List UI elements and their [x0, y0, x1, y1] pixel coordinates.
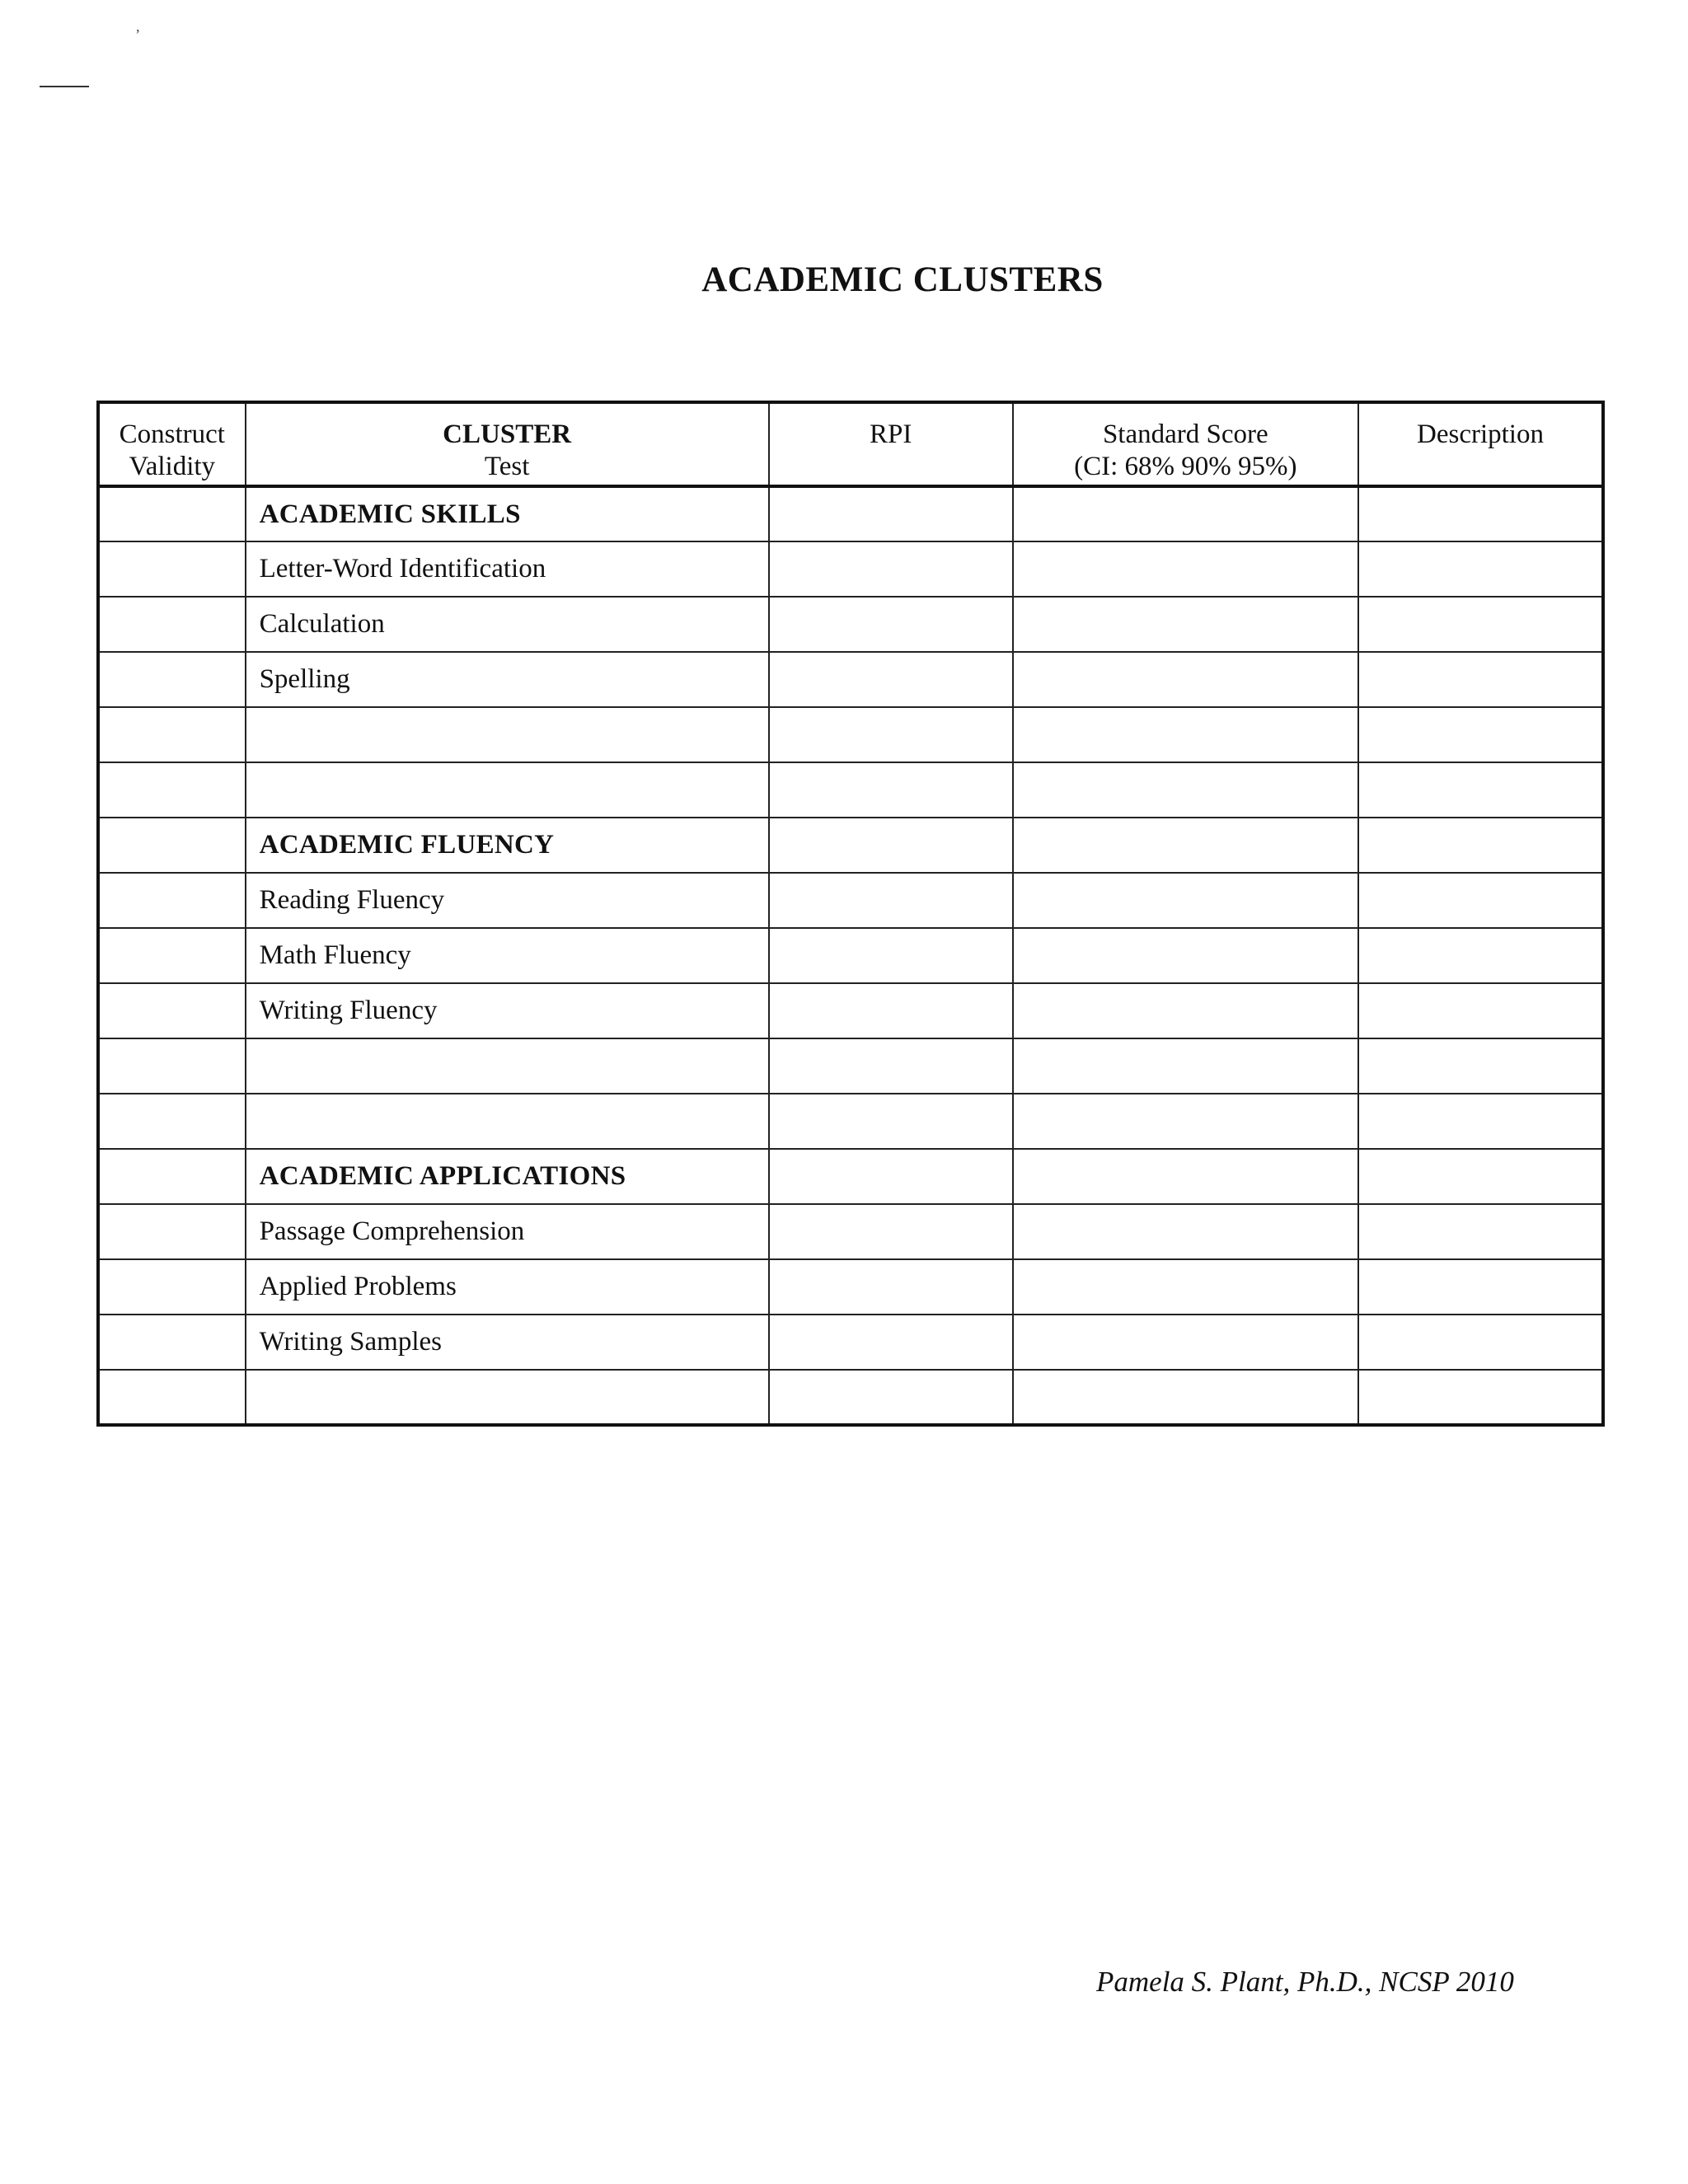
header-description-label: Description — [1417, 419, 1544, 449]
header-cluster-line1: CLUSTER — [443, 419, 572, 449]
construct-validity-cell[interactable] — [98, 1094, 246, 1149]
description-cell[interactable] — [1358, 1370, 1603, 1425]
cluster-test-cell: Calculation — [246, 597, 769, 652]
table-row — [98, 983, 1603, 1038]
description-cell[interactable] — [1358, 1149, 1603, 1204]
cluster-test-cell: Letter-Word Identification — [246, 541, 769, 597]
standard-score-cell[interactable] — [1013, 928, 1358, 983]
standard-score-cell[interactable] — [1013, 983, 1358, 1038]
description-cell[interactable] — [1358, 1315, 1603, 1370]
rpi-cell[interactable] — [769, 1315, 1013, 1370]
rpi-cell[interactable] — [769, 928, 1013, 983]
construct-validity-cell[interactable] — [98, 983, 246, 1038]
header-cluster-test — [246, 402, 769, 486]
construct-validity-cell[interactable] — [98, 486, 246, 541]
description-cell[interactable] — [1358, 983, 1603, 1038]
description-cell[interactable] — [1358, 1038, 1603, 1094]
description-cell[interactable] — [1358, 818, 1603, 873]
table-row — [98, 1315, 1603, 1370]
header-rpi — [769, 402, 1013, 486]
standard-score-cell[interactable] — [1013, 707, 1358, 762]
construct-validity-cell[interactable] — [98, 818, 246, 873]
description-cell[interactable] — [1358, 1094, 1603, 1149]
standard-score-cell[interactable] — [1013, 1038, 1358, 1094]
rpi-cell[interactable] — [769, 1149, 1013, 1204]
description-cell[interactable] — [1358, 1259, 1603, 1315]
description-cell[interactable] — [1358, 873, 1603, 928]
standard-score-cell[interactable] — [1013, 1259, 1358, 1315]
construct-validity-cell[interactable] — [98, 1149, 246, 1204]
construct-validity-cell[interactable] — [98, 597, 246, 652]
rpi-cell[interactable] — [769, 818, 1013, 873]
construct-validity-cell[interactable] — [98, 1370, 246, 1425]
scan-speck: , — [136, 18, 140, 35]
cluster-test-cell — [246, 762, 769, 818]
construct-validity-cell[interactable] — [98, 873, 246, 928]
table-row — [98, 1204, 1603, 1259]
table-header-row — [98, 402, 1603, 486]
construct-validity-cell[interactable] — [98, 1315, 246, 1370]
table-row — [98, 597, 1603, 652]
cluster-test-cell: Reading Fluency — [246, 873, 769, 928]
table-body — [98, 486, 1603, 1425]
construct-validity-cell[interactable] — [98, 928, 246, 983]
rpi-cell[interactable] — [769, 1259, 1013, 1315]
rpi-cell[interactable] — [769, 1370, 1013, 1425]
section-row — [98, 818, 1603, 873]
description-cell[interactable] — [1358, 1204, 1603, 1259]
standard-score-cell[interactable] — [1013, 1370, 1358, 1425]
description-cell[interactable] — [1358, 486, 1603, 541]
section-row — [98, 1149, 1603, 1204]
rpi-cell[interactable] — [769, 486, 1013, 541]
cluster-test-cell: Applied Problems — [246, 1259, 769, 1315]
table-row — [98, 1370, 1603, 1425]
table-row — [98, 1094, 1603, 1149]
description-cell[interactable] — [1358, 652, 1603, 707]
description-cell[interactable] — [1358, 541, 1603, 597]
rpi-cell[interactable] — [769, 541, 1013, 597]
standard-score-cell[interactable] — [1013, 597, 1358, 652]
construct-validity-cell[interactable] — [98, 707, 246, 762]
table-row — [98, 762, 1603, 818]
header-construct-line2: Validity — [129, 452, 216, 481]
header-standard-score — [1013, 402, 1358, 486]
table-row — [98, 873, 1603, 928]
rpi-cell[interactable] — [769, 1204, 1013, 1259]
cluster-test-cell: Writing Fluency — [246, 983, 769, 1038]
header-construct-line1: Construct — [119, 419, 225, 449]
academic-clusters-table — [96, 401, 1605, 1427]
table-row — [98, 652, 1603, 707]
standard-score-cell[interactable] — [1013, 762, 1358, 818]
standard-score-cell[interactable] — [1013, 1315, 1358, 1370]
construct-validity-cell[interactable] — [98, 541, 246, 597]
header-standard-line2: (CI: 68% 90% 95%) — [1074, 452, 1297, 481]
description-cell[interactable] — [1358, 762, 1603, 818]
description-cell[interactable] — [1358, 928, 1603, 983]
table-row — [98, 707, 1603, 762]
cluster-test-cell — [246, 707, 769, 762]
standard-score-cell[interactable] — [1013, 486, 1358, 541]
rpi-cell[interactable] — [769, 1094, 1013, 1149]
cluster-test-cell: Spelling — [246, 652, 769, 707]
construct-validity-cell[interactable] — [98, 1259, 246, 1315]
rpi-cell[interactable] — [769, 762, 1013, 818]
table-row — [98, 1038, 1603, 1094]
rpi-cell[interactable] — [769, 652, 1013, 707]
cluster-test-cell — [246, 1370, 769, 1425]
header-rpi-label: RPI — [869, 419, 912, 449]
header-cluster-line2: Test — [484, 452, 530, 481]
cluster-test-cell — [246, 1094, 769, 1149]
header-description — [1358, 402, 1603, 486]
rpi-cell[interactable] — [769, 597, 1013, 652]
section-row — [98, 486, 1603, 541]
construct-validity-cell[interactable] — [98, 1038, 246, 1094]
description-cell[interactable] — [1358, 597, 1603, 652]
rpi-cell[interactable] — [769, 873, 1013, 928]
standard-score-cell[interactable] — [1013, 1094, 1358, 1149]
cluster-test-cell: ACADEMIC APPLICATIONS — [246, 1149, 769, 1204]
standard-score-cell[interactable] — [1013, 1149, 1358, 1204]
table-row — [98, 1259, 1603, 1315]
header-standard-line1: Standard Score — [1102, 419, 1268, 449]
cluster-test-cell: Writing Samples — [246, 1315, 769, 1370]
standard-score-cell[interactable] — [1013, 873, 1358, 928]
description-cell[interactable] — [1358, 707, 1603, 762]
author-signature-line: Pamela S. Plant, Ph.D., NCSP 2010 — [1096, 1966, 1514, 1998]
cluster-test-cell — [246, 1038, 769, 1094]
page-title: ACADEMIC CLUSTERS — [701, 260, 1104, 299]
rpi-cell[interactable] — [769, 707, 1013, 762]
standard-score-cell[interactable] — [1013, 541, 1358, 597]
construct-validity-cell[interactable] — [98, 652, 246, 707]
cluster-test-cell: ACADEMIC FLUENCY — [246, 818, 769, 873]
standard-score-cell[interactable] — [1013, 652, 1358, 707]
table-row — [98, 541, 1603, 597]
header-construct-validity — [98, 402, 246, 486]
rpi-cell[interactable] — [769, 1038, 1013, 1094]
construct-validity-cell[interactable] — [98, 1204, 246, 1259]
standard-score-cell[interactable] — [1013, 1204, 1358, 1259]
cluster-test-cell: Math Fluency — [246, 928, 769, 983]
standard-score-cell[interactable] — [1013, 818, 1358, 873]
cluster-test-cell: Passage Comprehension — [246, 1204, 769, 1259]
cluster-test-cell: ACADEMIC SKILLS — [246, 486, 769, 541]
table-row — [98, 928, 1603, 983]
rpi-cell[interactable] — [769, 983, 1013, 1038]
construct-validity-cell[interactable] — [98, 762, 246, 818]
scan-mark — [40, 86, 89, 87]
